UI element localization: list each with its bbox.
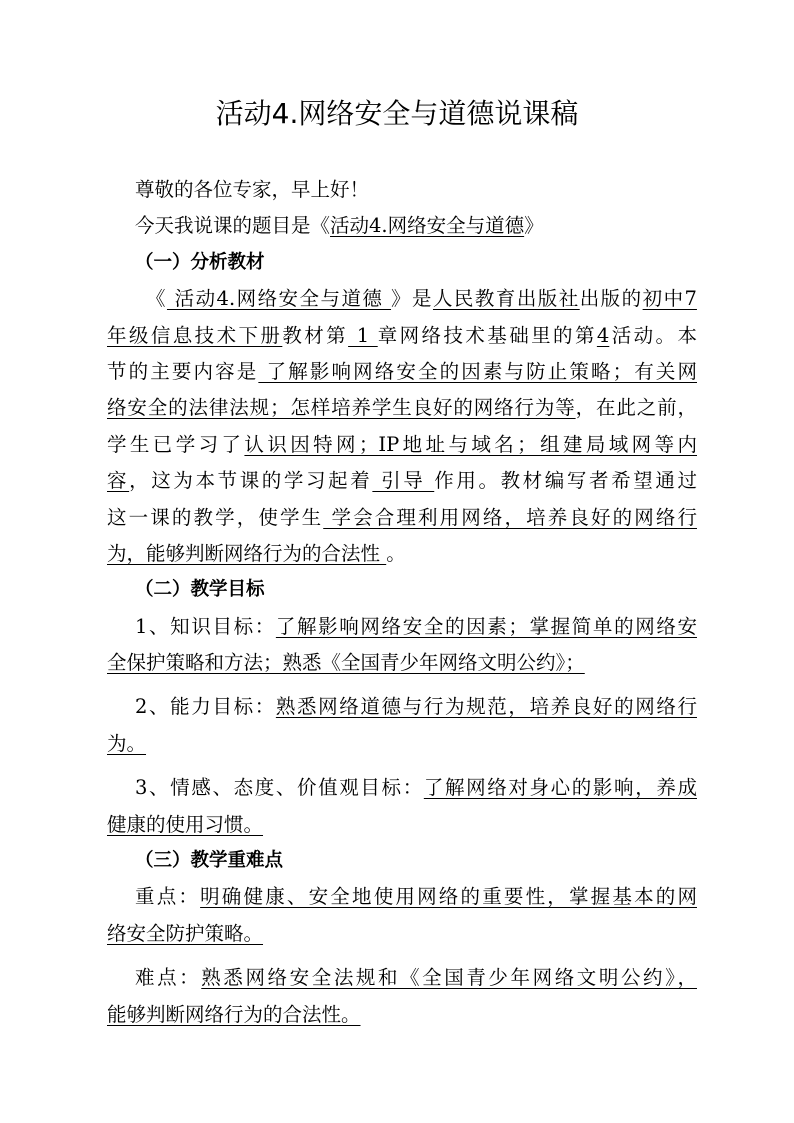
para-line: 络安全的法律法规；怎样培养学生良好的网络行为等，在此之前， bbox=[107, 396, 697, 420]
para-line: 《 活动4.网络安全与道德 》是人民教育出版社出版的初中7 bbox=[146, 287, 697, 311]
key-point-cont: 络安全防护策略。 bbox=[107, 921, 264, 945]
key-point: 重点：明确健康、安全地使用网络的重要性，掌握基本的网 bbox=[135, 885, 697, 909]
para-line: 容，这为本节课的学习起着 引导 作用。教材编写者希望通过 bbox=[107, 469, 697, 493]
objective-emotion: 3、情感、态度、价值观目标：了解网络对身心的影响，养成 bbox=[135, 776, 697, 800]
para-line: 这一课的教学，使学生 学会合理利用网络，培养良好的网络行 bbox=[107, 505, 697, 529]
intro-suffix: 》 bbox=[524, 214, 544, 238]
document-body bbox=[107, 172, 697, 1033]
objective-ability-cont: 为。 bbox=[107, 731, 147, 755]
para-line: 学生已学习了认识因特网；IP地址与域名；组建局域网等内 bbox=[107, 432, 697, 456]
objective-emotion-cont: 健康的使用习惯。 bbox=[107, 812, 264, 836]
section-heading-objectives: （二）教学目标 bbox=[135, 579, 265, 601]
document-title: 活动4.网络安全与道德说课稿 bbox=[215, 97, 579, 130]
difficult-point-cont: 能够判断网络行为的合法性。 bbox=[107, 1002, 361, 1026]
greeting: 尊敬的各位专家，早上好！ bbox=[135, 178, 370, 201]
para-line: 年级信息技术下册教材第 1 章网络技术基础里的第4活动。本 bbox=[107, 323, 697, 347]
intro-line bbox=[107, 208, 697, 244]
intro-topic: 活动4.网络安全与道德 bbox=[330, 214, 525, 238]
difficult-point: 难点：熟悉网络安全法规和《全国青少年网络文明公约》， bbox=[135, 966, 697, 990]
objective-ability: 2、能力目标：熟悉网络道德与行为规范，培养良好的网络行 bbox=[135, 695, 697, 719]
objective-knowledge-cont: 全保护策略和方法；熟悉《全国青少年网络文明公约》； bbox=[107, 651, 585, 675]
para-line: 为，能够判断网络行为的合法性 。 bbox=[107, 541, 406, 565]
section-heading-analysis: （一）分析教材 bbox=[135, 251, 265, 273]
objective-knowledge: 1、知识目标：了解影响网络安全的因素；掌握简单的网络安 bbox=[135, 614, 697, 638]
para-line: 节的主要内容是 了解影响网络安全的因素与防止策略；有关网 bbox=[107, 359, 697, 383]
section-heading-keypoints: （三）教学重难点 bbox=[135, 850, 284, 872]
intro-prefix: 今天我说课的题目是《 bbox=[135, 214, 331, 238]
